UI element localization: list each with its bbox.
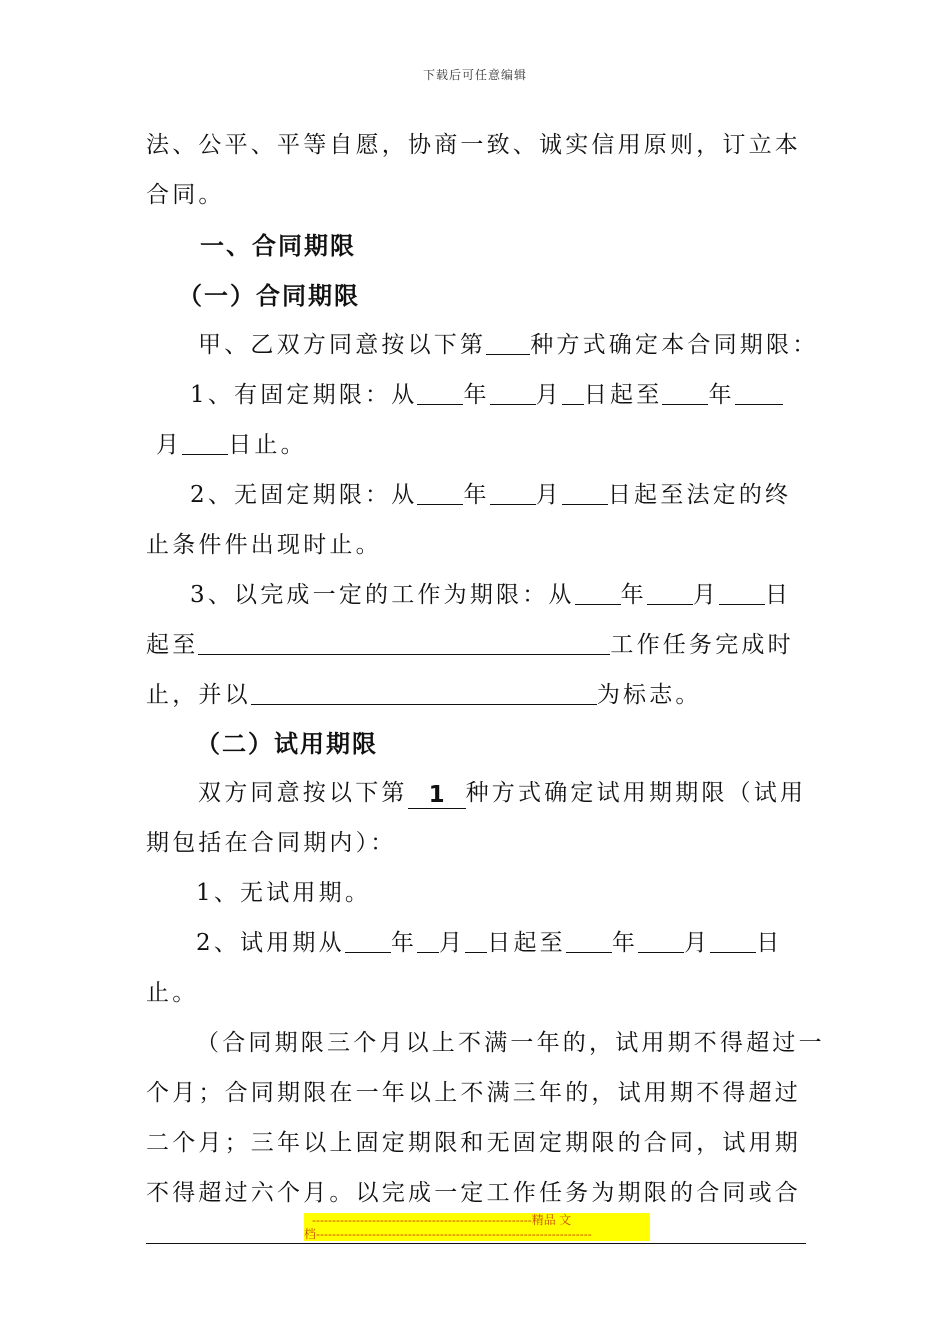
text-fragment: 月: [535, 382, 562, 408]
text-fragment: 起至: [146, 632, 199, 658]
paragraph-line: 止条件件出现时止。: [146, 532, 382, 558]
text-fragment: 年: [463, 382, 490, 408]
blank-field[interactable]: [662, 380, 708, 405]
blank-field[interactable]: [198, 630, 610, 655]
paragraph-line: [190, 576, 791, 609]
blank-field[interactable]: [417, 480, 463, 505]
blank-field[interactable]: [182, 430, 228, 455]
text-fragment: 年: [708, 382, 735, 408]
blank-field[interactable]: [417, 380, 463, 405]
blank-field[interactable]: [719, 580, 765, 605]
text-fragment: 月: [684, 930, 711, 956]
paragraph-line: [146, 676, 702, 709]
blank-field[interactable]: [490, 380, 536, 405]
paragraph-line: 期包括在合同期内）：: [146, 830, 397, 856]
text-fragment: 日: [756, 930, 783, 956]
text-fragment: 止，并以: [146, 682, 251, 708]
blank-field[interactable]: [562, 380, 584, 405]
paragraph-line: [190, 376, 783, 409]
text-fragment: 种方式确定本合同期限：: [530, 332, 819, 358]
paragraph-line: 个月；合同期限在一年以上不满三年的，试用期不得超过: [146, 1080, 801, 1106]
paragraph-line: 止。: [146, 980, 199, 1006]
text-fragment: 1、有固定期限：从: [190, 382, 418, 408]
page-header-note: 下载后可任意编辑: [422, 68, 527, 82]
paragraph-line: （合同期限三个月以上不满一年的，试用期不得超过一: [196, 1030, 825, 1056]
text-fragment: 2、无固定期限：从: [190, 482, 418, 508]
text-fragment: 日起至: [583, 382, 663, 408]
paragraph-line: 法、公平、平等自愿，协商一致、诚实信用原则，订立本: [146, 132, 801, 158]
paragraph-line: 合同。: [146, 182, 225, 208]
blank-field[interactable]: [490, 480, 536, 505]
paragraph-line: [190, 476, 791, 509]
text-fragment: 日止。: [228, 432, 307, 458]
blank-field[interactable]: [638, 928, 684, 953]
blank-field[interactable]: [735, 380, 783, 405]
footer-line: 档---------------------------------------------------------------------: [304, 1227, 592, 1241]
text-fragment: 甲、乙双方同意按以下第: [198, 332, 487, 358]
text-fragment: 双方同意按以下第: [198, 780, 408, 806]
text-fragment: 月: [156, 432, 183, 458]
text-fragment: 年: [463, 482, 490, 508]
paragraph-line: [196, 924, 782, 957]
blank-field[interactable]: [251, 680, 597, 705]
paragraph-line: [146, 626, 794, 659]
footer-divider: [146, 1243, 806, 1244]
paragraph-line: 1、无试用期。: [196, 880, 372, 906]
footer-watermark: [304, 1213, 650, 1241]
blank-field[interactable]: [710, 928, 756, 953]
text-fragment: 工作任务完成时: [610, 632, 794, 658]
text-fragment: 月: [535, 482, 562, 508]
blank-field[interactable]: [486, 330, 530, 355]
blank-field[interactable]: [562, 480, 608, 505]
subsection-heading: （二）试用期限: [196, 730, 378, 758]
text-fragment: 为标志。: [596, 682, 702, 708]
text-fragment: 月: [692, 582, 720, 608]
section-heading: 一、合同期限: [200, 232, 356, 260]
text-fragment: 月: [439, 930, 466, 956]
text-fragment: 年: [620, 582, 647, 608]
text-fragment: 年: [390, 930, 418, 956]
text-fragment: 3、以完成一定的工作为期限：从: [190, 582, 575, 608]
text-fragment: 日起至法定的终: [607, 482, 792, 508]
text-fragment: 2、试用期从: [196, 930, 345, 956]
filled-blank-value[interactable]: 1: [408, 782, 466, 809]
blank-field[interactable]: [566, 928, 612, 953]
text-fragment: 日: [765, 582, 792, 608]
paragraph-line: [198, 774, 806, 809]
text-fragment: 日起至: [487, 930, 566, 956]
paragraph-line: 二个月；三年以上固定期限和无固定期限的合同，试用期: [146, 1130, 801, 1156]
blank-field[interactable]: [345, 928, 391, 953]
paragraph-line: [156, 426, 307, 459]
blank-field[interactable]: [575, 580, 621, 605]
blank-field[interactable]: [465, 928, 487, 953]
paragraph-line: [198, 326, 818, 359]
blank-field[interactable]: [647, 580, 693, 605]
footer-line: -------------------------------------------------------精品 文: [312, 1213, 572, 1227]
paragraph-line: 不得超过六个月。以完成一定工作任务为期限的合同或合: [146, 1180, 801, 1206]
subsection-heading: （一）合同期限: [178, 282, 360, 310]
blank-field[interactable]: [417, 928, 439, 953]
text-fragment: 种方式确定试用期期限（试用: [465, 780, 807, 806]
text-fragment: 年: [611, 930, 639, 956]
